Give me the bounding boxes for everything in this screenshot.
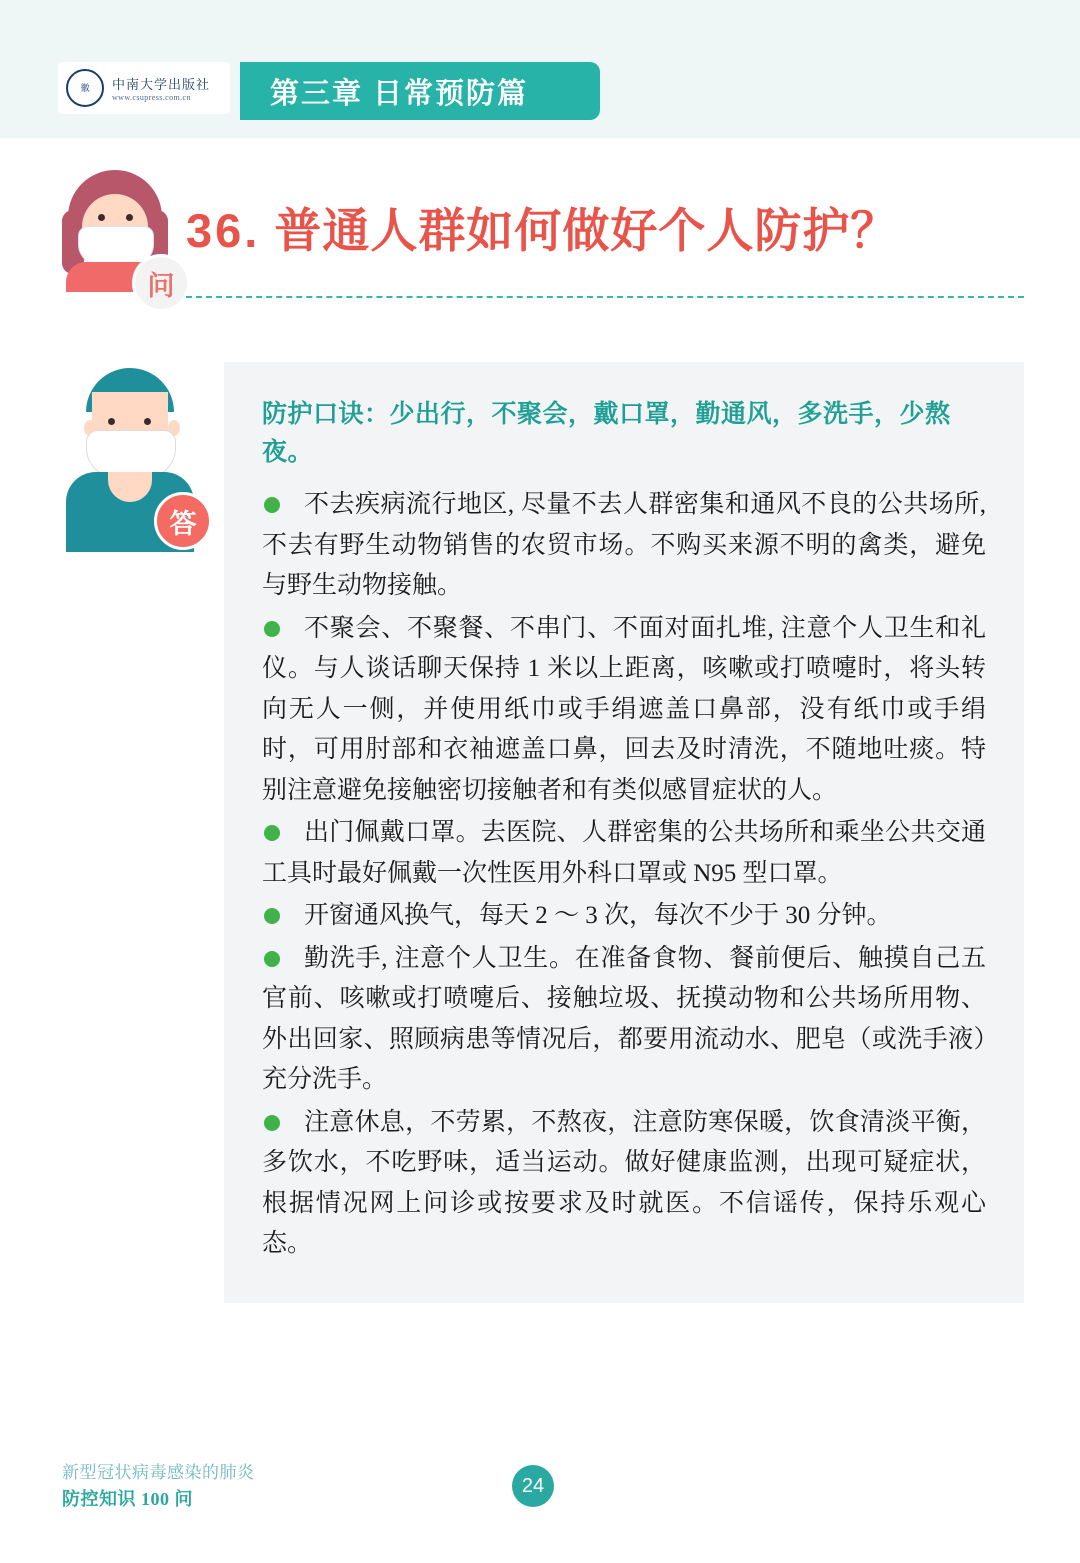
question-title-text: 普通人群如何做好个人防护？ [274, 204, 899, 257]
answer-bullet [262, 896, 986, 937]
answer-bullet [262, 609, 986, 812]
publisher-text [112, 74, 210, 102]
answer-bullet [262, 813, 986, 894]
answer-card [224, 362, 1024, 1303]
question-section [56, 168, 1024, 316]
page-number: 24 [512, 1465, 554, 1507]
answer-motto: 防护口诀：少出行，不聚会，戴口罩，勤通风，多洗手，少熬夜。 [262, 401, 951, 466]
footer-title-line2: 防控知识 100 问 [62, 1488, 193, 1509]
answer-bullet-text: 勤洗手, 注意个人卫生。在准备食物、餐前便后、触摸自己五官前、咳嗽或打喷嚏后、接触垃圾、抚摸动物和公共场所用物、外出回家、照顾病患等情况后，都要用流动水、肥皂（或洗手液）充分洗手。 [262, 944, 986, 1093]
answer-bullet-text: 注意休息，不劳累，不熬夜，注意防寒保暖，饮食清淡平衡，多饮水，不吃野味，适当运动。做好健康监测，出现可疑症状，根据情况网上问诊或按要求及时就医。不信谣传，保持乐观心态。 [262, 1108, 986, 1257]
publisher-url: www.csupress.com.cn [112, 93, 191, 102]
answer-bullet [262, 939, 986, 1101]
chapter-title: 第三章 日常预防篇 [270, 77, 529, 110]
bullet-dot-icon [264, 497, 280, 513]
question-number: 36. [186, 204, 261, 257]
divider [186, 296, 1024, 298]
answer-bullet-text: 不聚会、不聚餐、不串门、不面对面扎堆, 注意个人卫生和礼仪。与人谈话聊天保持 1 米以上距离，咳嗽或打喷嚏时，将头转向无人一侧，并使用纸巾或手绢遮盖口鼻部，没有纸巾或手绢时，可用肘部和衣袖遮盖口鼻，回去及时清洗，不随地吐痰。特别注意避免接触密切接触者和有类似感冒症状的人。 [262, 614, 986, 804]
bullet-dot-icon [264, 1115, 280, 1131]
answer-bullet-text: 不去疾病流行地区, 尽量不去人群密集和通风不良的公共场所, 不去有野生动物销售的农贸市场。不购买来源不明的禽类，避免与野生动物接触。 [262, 491, 986, 599]
footer-title-line1: 新型冠状病毒感染的肺炎 [62, 1463, 255, 1482]
chapter-tab [240, 62, 600, 120]
answer-badge: 答 [154, 492, 212, 550]
footer [0, 1461, 1080, 1521]
answer-bullet [262, 485, 986, 607]
publisher-logo [58, 62, 230, 114]
bullet-dot-icon [264, 908, 280, 924]
question-badge: 问 [132, 254, 190, 312]
bullet-dot-icon [264, 621, 280, 637]
answer-bullet-text: 出门佩戴口罩。去医院、人群密集的公共场所和乘坐公共交通工具时最好佩戴一次性医用外科口罩或 N95 型口罩。 [262, 819, 986, 887]
publisher-name: 中南大学出版社 [112, 77, 211, 92]
publisher-emblem-icon [66, 69, 104, 107]
bullet-dot-icon [264, 825, 280, 841]
footer-book-title [62, 1461, 255, 1512]
page-title [186, 194, 898, 261]
publisher-emblem-label: 徽 [80, 82, 90, 93]
answer-bullet-text: 开窗通风换气，每天 2 ～ 3 次，每次不少于 30 分钟。 [304, 902, 892, 929]
bullet-dot-icon [264, 951, 280, 967]
answer-bullet [262, 1103, 986, 1265]
